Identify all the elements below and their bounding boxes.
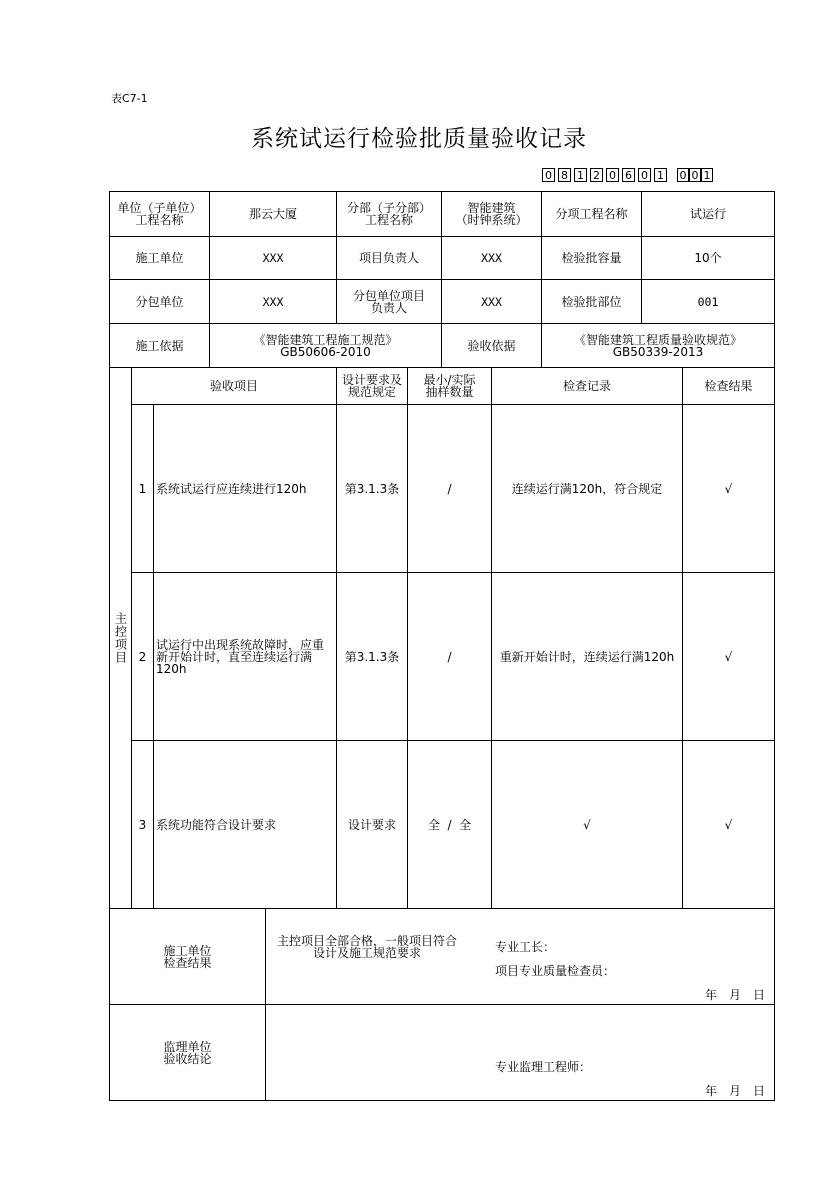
col-sample-header: 最小/实际 抽样数量 <box>423 373 476 399</box>
code-digit: 1 <box>574 168 587 182</box>
item-record: 重新开始计时，连续运行满120h <box>499 649 675 664</box>
item-record: √ <box>583 817 591 832</box>
foreman-label: 专业工长： <box>495 940 556 954</box>
acceptance-basis-value: 《智能建筑工程质量验收规范》 GB50339-2013 <box>573 332 742 359</box>
batch-part-value: 001 <box>697 294 719 309</box>
col-record-header: 检查记录 <box>562 379 611 393</box>
col-result-header: 检查结果 <box>704 379 753 393</box>
sub-pm-label: 分包单位项目 负责人 <box>352 288 425 315</box>
subitem-value: 试运行 <box>689 207 726 221</box>
subitem-label: 分项工程名称 <box>555 207 628 221</box>
supervising-engineer-label: 专业监理工程师： <box>495 1060 592 1074</box>
code-digit: 8 <box>558 168 571 182</box>
basis-value: 《智能建筑工程施工规范》 GB50606-2010 <box>253 332 398 359</box>
item-text: 系统功能符合设计要求 <box>156 817 277 832</box>
code-digit: 2 <box>590 168 603 182</box>
unit-name-value: 那云大厦 <box>248 207 297 221</box>
code-digit: 6 <box>622 168 635 182</box>
subcontractor-value: XXX <box>262 294 284 309</box>
page-title: 系统试运行检验批质量验收记录 <box>251 126 587 152</box>
constructor-value: XXX <box>262 251 284 265</box>
code-digit: 1 <box>654 168 667 182</box>
supervisor-label: 监理单位 验收结论 <box>163 1039 212 1066</box>
date-field: 年 月 日 <box>705 1084 766 1098</box>
item-text: 系统试运行应连续进行120h <box>156 481 307 496</box>
division-label: 分部（子分部） 工程名称 <box>346 201 431 227</box>
date-field: 年 月 日 <box>705 988 766 1002</box>
item-text: 试运行中出现系统故障时，应重新开始计时，直至连续运行满120h <box>156 637 325 676</box>
capacity-label: 检验批容量 <box>561 251 622 265</box>
code-suffix-digit: 0 <box>677 168 689 182</box>
qc-inspector-label: 项目专业质量检查员： <box>495 964 616 978</box>
item-sample: / <box>447 481 452 496</box>
constructor-check-label: 施工单位 检查结果 <box>163 943 212 970</box>
constructor-label: 施工单位 <box>135 251 184 265</box>
item-result: √ <box>724 649 733 664</box>
item-number: 1 <box>138 481 147 496</box>
item-result: √ <box>724 481 733 496</box>
item-result: √ <box>724 817 733 832</box>
division-value: 智能建筑 （时钟系统） <box>455 201 528 227</box>
item-clause: 设计要求 <box>347 817 396 832</box>
item-number: 2 <box>138 649 147 664</box>
code-suffix-digit: 1 <box>701 168 713 182</box>
col-requirement-header: 设计要求及 规范规定 <box>341 373 402 399</box>
acceptance-basis-label: 验收依据 <box>467 338 516 353</box>
batch-part-label: 检验批部位 <box>561 294 622 309</box>
main-control-label: 主控项目 <box>113 612 128 664</box>
basis-label: 施工依据 <box>135 338 184 353</box>
form-number: 表C7-1 <box>111 92 148 105</box>
item-sample: 全 / 全 <box>427 817 472 832</box>
col-item-header: 验收项目 <box>209 379 258 393</box>
pm-value: XXX <box>481 251 502 265</box>
item-clause: 第3.1.3条 <box>344 649 400 664</box>
code-digit: 0 <box>542 168 555 182</box>
code-digit: 0 <box>606 168 619 182</box>
pm-label: 项目负责人 <box>358 251 419 265</box>
constructor-check-text: 主控项目全部合格，一般项目符合 设计及施工规范要求 <box>276 934 457 960</box>
item-record: 连续运行满120h，符合规定 <box>511 481 663 496</box>
sub-pm-value: XXX <box>481 294 502 309</box>
item-sample: / <box>447 649 452 664</box>
unit-name-label: 单位（子单位） 工程名称 <box>117 201 202 227</box>
item-clause: 第3.1.3条 <box>344 481 400 496</box>
capacity-value: 10个 <box>694 251 722 265</box>
code-digit: 0 <box>638 168 651 182</box>
subcontractor-label: 分包单位 <box>135 294 184 309</box>
code-suffix-digit: 0 <box>689 168 701 182</box>
item-number: 3 <box>138 817 147 832</box>
